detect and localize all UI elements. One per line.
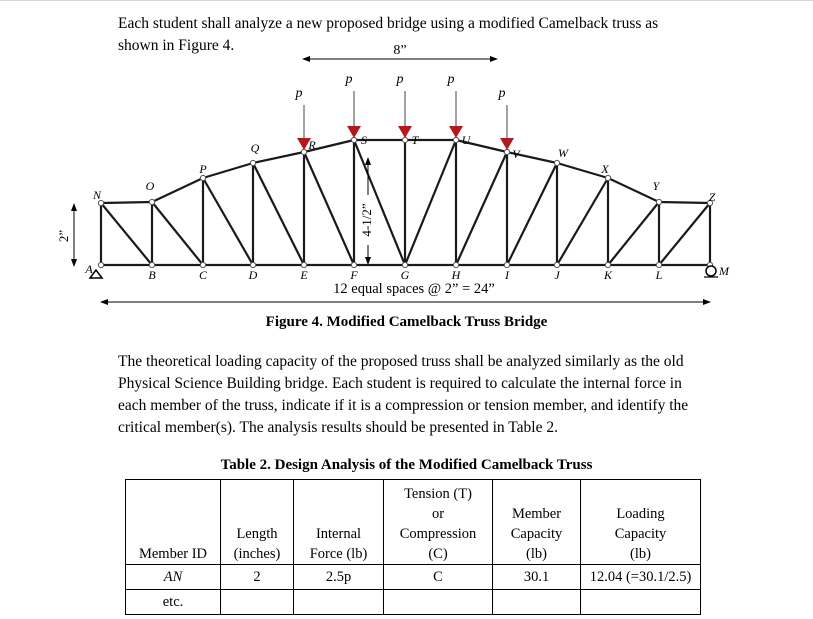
diagonal-member xyxy=(659,203,710,265)
cell-member-capacity: 30.1 xyxy=(493,565,581,590)
joint-dot xyxy=(250,262,255,267)
top-chord-member xyxy=(253,152,304,163)
diagonal-member xyxy=(304,152,354,265)
load-label: p xyxy=(396,72,404,87)
header-loading-capacity: Loading Capacity (lb) xyxy=(581,480,701,565)
joint-dot xyxy=(402,137,407,142)
top-node-label: Q xyxy=(250,141,260,155)
joint-dot xyxy=(453,137,458,142)
diagonal-member xyxy=(456,152,507,265)
joint-dot xyxy=(200,175,205,180)
cell-member-id: etc. xyxy=(126,590,221,615)
top-node-label: U xyxy=(461,133,471,147)
diagonal-member xyxy=(608,202,659,265)
top-node-label: R xyxy=(308,138,316,152)
span-dimension-label: 8” xyxy=(393,43,407,58)
cell-loading-capacity: 12.04 (=30.1/2.5) xyxy=(581,565,701,590)
bottom-node-label: B xyxy=(148,268,156,282)
cell-tension-compression: C xyxy=(384,565,493,590)
bottom-node-label: L xyxy=(655,268,663,282)
header-member-capacity: Member Capacity (lb) xyxy=(493,480,581,565)
bottom-node-label: M xyxy=(719,264,729,278)
header-tension-compression: Tension (T) or Compression (C) xyxy=(384,480,493,565)
joint-dot xyxy=(98,262,103,267)
diagonal-member xyxy=(507,163,557,265)
bottom-node-label: K xyxy=(603,268,613,282)
top-chord-member xyxy=(101,202,152,203)
cell-member-id: AN xyxy=(126,565,221,590)
joint-dot xyxy=(656,262,661,267)
bottom-node-label: C xyxy=(198,268,208,282)
joint-dot xyxy=(200,262,205,267)
bottom-node-label: A xyxy=(85,262,93,276)
joint-dot xyxy=(453,262,458,267)
top-node-label: S xyxy=(361,133,367,147)
figure-caption: Figure 4. Modified Camelback Truss Bridge xyxy=(265,314,548,330)
load-label: p xyxy=(295,86,303,101)
table-row xyxy=(126,590,701,615)
top-chord-member xyxy=(152,178,203,202)
cell-length xyxy=(221,590,294,615)
diagonal-member xyxy=(557,178,608,265)
load-label: p xyxy=(498,86,506,101)
diagonal-member xyxy=(405,140,456,265)
cell-length: 2 xyxy=(221,565,294,590)
cell-tension-compression xyxy=(384,590,493,615)
diagonal-member xyxy=(203,178,253,265)
table-caption: Table 2. Design Analysis of the Modified Camelback Truss xyxy=(220,457,593,473)
height-dimension-label: 2” xyxy=(56,229,71,243)
top-node-label: Y xyxy=(652,179,660,193)
truss-members xyxy=(101,140,710,265)
joint-dot xyxy=(149,199,154,204)
top-node-label: X xyxy=(601,162,609,176)
bottom-node-label: E xyxy=(300,268,308,282)
top-node-label: N xyxy=(92,188,102,202)
top-node-label: T xyxy=(411,133,419,147)
top-chord-member xyxy=(659,202,710,203)
joint-dot xyxy=(301,149,306,154)
joint-dot xyxy=(351,262,356,267)
load-arrow-head xyxy=(398,126,412,138)
table-row xyxy=(126,565,701,590)
analysis-instructions-paragraph: The theoretical loading capacity of the proposed truss shall be analyzed similarly as the old Physical Science Building bridge. Each student is required to calculate the internal force in each member of the truss, indicate if it is a compression or tension member, and identify the critical member(s). The analysis results should be presented in Table 2. xyxy=(118,353,689,436)
bottom-node-label: I xyxy=(505,268,509,282)
joint-dot xyxy=(504,149,509,154)
cell-loading-capacity xyxy=(581,590,701,615)
joint-dot xyxy=(504,262,509,267)
cell-internal-force: 2.5p xyxy=(294,565,384,590)
header-internal-force: Internal Force (lb) xyxy=(294,480,384,565)
cell-member-capacity xyxy=(493,590,581,615)
bottom-node-label: J xyxy=(554,268,560,282)
load-label: p xyxy=(345,72,353,87)
top-chord-member xyxy=(203,163,253,178)
diagonal-member xyxy=(253,163,304,265)
header-length: Length (inches) xyxy=(221,480,294,565)
joint-dot xyxy=(605,262,610,267)
joint-dot xyxy=(149,262,154,267)
joint-dot xyxy=(301,262,306,267)
diagonal-member xyxy=(152,202,203,265)
top-node-label: W xyxy=(558,146,568,160)
joint-dot xyxy=(605,175,610,180)
mid-height-dimension-label: 4-1/2” xyxy=(358,203,374,237)
bottom-node-label: F xyxy=(350,268,358,282)
table-header-row xyxy=(126,480,701,565)
top-node-label: V xyxy=(512,147,520,161)
top-chord-member xyxy=(608,178,659,202)
design-analysis-table xyxy=(125,479,701,615)
joint-dot xyxy=(351,137,356,142)
joint-dot xyxy=(250,160,255,165)
roller-support-icon xyxy=(706,266,716,276)
top-node-label: O xyxy=(145,179,155,193)
joint-dot xyxy=(402,262,407,267)
bottom-node-label: G xyxy=(400,268,410,282)
cell-internal-force xyxy=(294,590,384,615)
joint-dot xyxy=(554,262,559,267)
load-arrow-head xyxy=(347,126,361,138)
bottom-node-label: H xyxy=(451,268,461,282)
top-node-label: Z xyxy=(708,190,716,204)
intro-paragraph: Each student shall analyze a new proposed bridge using a modified Camelback truss as shown in Figure 4. xyxy=(118,15,659,54)
joint-dot xyxy=(554,160,559,165)
diagonal-member xyxy=(101,203,152,265)
bottom-node-label: D xyxy=(248,268,258,282)
load-label: p xyxy=(447,72,455,87)
joint-dot xyxy=(656,199,661,204)
top-node-label: P xyxy=(199,162,207,176)
header-member-id: Member ID xyxy=(126,480,221,565)
spacing-label: 12 equal spaces @ 2” = 24” xyxy=(333,281,495,297)
